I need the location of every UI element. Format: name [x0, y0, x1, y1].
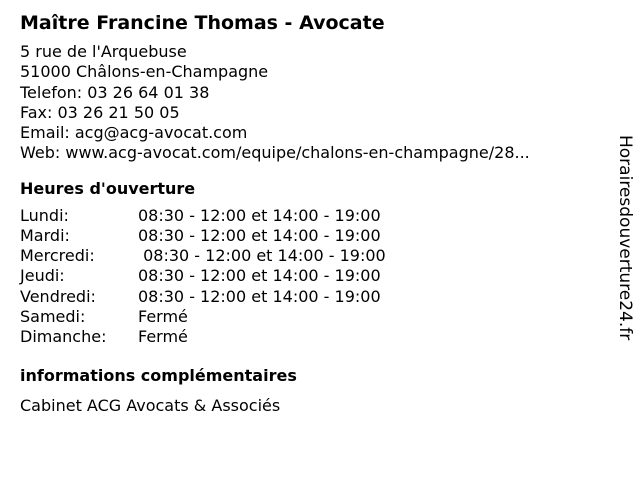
hours-value: 08:30 - 12:00 et 14:00 - 19:00 — [138, 225, 381, 245]
day-label: Samedi: — [20, 306, 86, 326]
city-address: 51000 Châlons-en-Champagne — [20, 62, 269, 82]
hours-value: 08:30 - 12:00 et 14:00 - 19:00 — [138, 246, 386, 266]
fax-number: Fax: 03 26 21 50 05 — [20, 102, 180, 122]
hours-value: 08:30 - 12:00 et 14:00 - 19:00 — [138, 266, 381, 286]
website-link[interactable]: www.acg-avocat.com/equipe/chalons-en-champagne/28... — [65, 143, 530, 163]
business-card — [20, 10, 600, 417]
hours-value: 08:30 - 12:00 et 14:00 - 19:00 — [138, 286, 381, 306]
day-label: Lundi: — [20, 205, 69, 225]
email-address: Email: acg@acg-avocat.com — [20, 123, 248, 143]
additional-info-heading: informations complémentaires — [20, 366, 297, 386]
web-label: Web: — [20, 143, 66, 163]
day-label: Mercredi: — [20, 246, 95, 266]
street-address: 5 rue de l'Arquebuse — [20, 42, 187, 61]
hours-row — [20, 206, 386, 226]
hours-row — [20, 307, 386, 327]
hours-value: 08:30 - 12:00 et 14:00 - 19:00 — [138, 205, 381, 225]
day-label: Dimanche: — [20, 327, 107, 346]
hours-row — [20, 226, 386, 246]
hours-row — [20, 327, 386, 347]
day-label: Vendredi: — [20, 286, 96, 306]
hours-row — [20, 246, 386, 266]
day-label: Mardi: — [20, 225, 70, 245]
contact-block — [20, 42, 600, 164]
opening-hours-heading: Heures d'ouverture — [20, 178, 196, 198]
web-row — [20, 143, 600, 163]
page-title: Maître Francine Thomas - Avocate — [20, 12, 385, 34]
hours-row — [20, 287, 386, 307]
additional-info-text: Cabinet ACG Avocats & Associés — [20, 396, 281, 416]
opening-hours-table — [20, 206, 386, 347]
hours-row — [20, 266, 386, 286]
hours-value: Fermé — [138, 327, 188, 346]
phone-number: Telefon: 03 26 64 01 38 — [20, 82, 210, 102]
site-watermark: Horairesdouverture24.fr — [615, 135, 635, 341]
hours-value: Fermé — [138, 306, 188, 326]
day-label: Jeudi: — [20, 266, 65, 286]
